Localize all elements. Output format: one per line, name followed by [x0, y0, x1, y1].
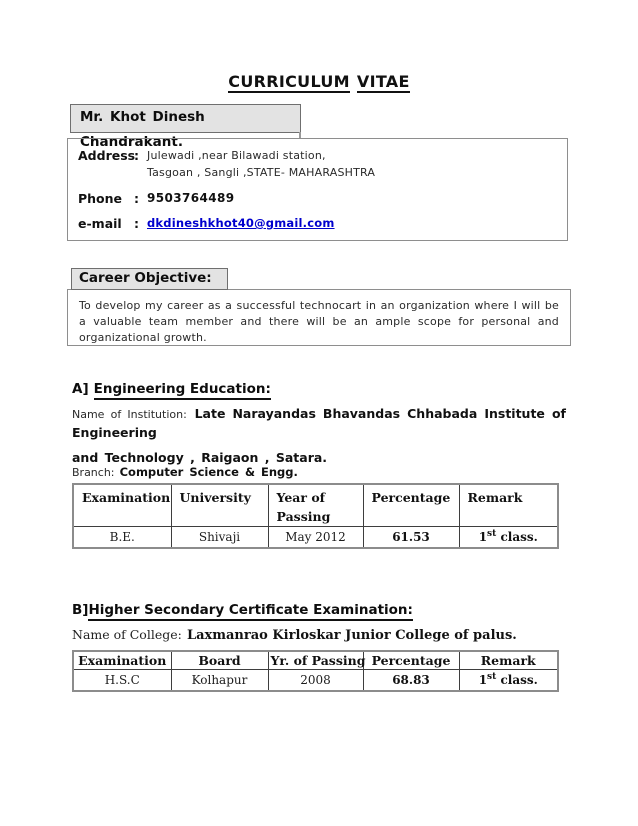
table-b-cell-percentage: 68.83 [363, 670, 459, 691]
institution-value-line2: and Technology , Raigaon , Satara. [72, 450, 328, 465]
document-title [0, 72, 638, 93]
table-a-cell-remark [459, 527, 558, 548]
phone-label: Phone [78, 191, 123, 206]
table-b-cell-board: Kolhapur [171, 670, 268, 691]
phone-value: 9503764489 [147, 191, 235, 205]
table-a-cell-university: Shivaji [171, 527, 268, 548]
table-b-cell-year: 2008 [268, 670, 363, 691]
table-a-header-remark: Remark [459, 484, 558, 527]
remark-number: 1 [478, 529, 488, 544]
address-label: Address [78, 148, 136, 163]
section-a-title: Engineering Education: [94, 381, 271, 400]
branch-value: Computer Science & Engg. [119, 465, 298, 479]
table-a-cell-percentage: 61.53 [363, 527, 459, 548]
table-a-header-percentage: Percentage [363, 484, 459, 527]
candidate-name-box [70, 104, 301, 150]
table-a-cell-examination: B.E. [73, 527, 171, 548]
branch-label: Branch: [72, 466, 115, 479]
email-colon: : [134, 216, 139, 231]
engineering-education-table [72, 483, 559, 549]
remark-number: 1 [478, 672, 488, 687]
remark-text: class. [496, 672, 538, 687]
title-word-vitae: VITAE [357, 73, 410, 93]
institution-value-line1: Late Narayandas Bhavandas Chhabada Institute of Engineering [72, 406, 566, 440]
career-objective-heading-box [71, 268, 228, 290]
email-link[interactable]: dkdineshkhot40@gmail.com [147, 216, 335, 230]
section-b-heading [72, 602, 413, 618]
career-objective-text: To develop my career as a successful technocart in an organization where I will be a valuable team member and there will be an ample scope for personal and organizational growth. [79, 299, 559, 344]
phone-row [78, 191, 557, 206]
section-b-title: Higher Secondary Certificate Examination: [88, 602, 412, 621]
table-b-header-board: Board [171, 651, 268, 670]
career-objective-heading: Career Objective: [79, 270, 212, 286]
career-objective-box [67, 289, 571, 346]
college-line [72, 624, 517, 643]
address-value [147, 148, 375, 181]
email-label: e-mail [78, 216, 122, 231]
address-row [78, 148, 557, 181]
table-a-header-row [73, 484, 558, 527]
table-row [73, 670, 558, 691]
candidate-name: Mr. Khot Dinesh Chandrakant. [80, 109, 205, 150]
hsc-examination-table [72, 650, 559, 692]
section-b-prefix: B] [72, 602, 89, 618]
section-a-prefix: A] [72, 381, 89, 397]
contact-box [67, 138, 568, 241]
address-line2: Tasgoan , Sangli ,STATE- MAHARASHTRA [147, 165, 376, 179]
remark-text: class. [496, 529, 538, 544]
remark-ordinal-suffix: st [487, 528, 497, 539]
table-a-header-university: University [171, 484, 268, 527]
table-b-header-remark: Remark [459, 651, 558, 670]
table-b-cell-examination: H.S.C [73, 670, 171, 691]
remark-ordinal-suffix: st [487, 671, 497, 682]
table-b-header-year: Yr. of Passing [268, 651, 363, 670]
title-word-curriculum: CURRICULUM [228, 73, 350, 93]
institution-paragraph [72, 403, 566, 465]
college-label: Name of College: [72, 627, 182, 642]
address-line1: Julewadi ,near Bilawadi station, [147, 149, 326, 162]
table-b-cell-remark [459, 670, 558, 691]
table-a-header-examination: Examination [73, 484, 171, 527]
table-b-header-examination: Examination [73, 651, 171, 670]
phone-colon: : [134, 191, 139, 206]
college-value: Laxmanrao Kirloskar Junior College of palus. [186, 628, 517, 643]
section-a-heading [72, 381, 271, 397]
email-row [78, 216, 557, 231]
table-row [73, 527, 558, 548]
table-a-cell-year: May 2012 [268, 527, 363, 548]
table-b-header-row [73, 651, 558, 670]
institution-line1 [72, 403, 566, 441]
address-colon: : [134, 148, 139, 163]
table-b-header-percentage: Percentage [363, 651, 459, 670]
institution-label: Name of Institution: [72, 408, 187, 421]
branch-line [72, 461, 298, 480]
table-a-header-year: Year of Passing [268, 484, 363, 527]
